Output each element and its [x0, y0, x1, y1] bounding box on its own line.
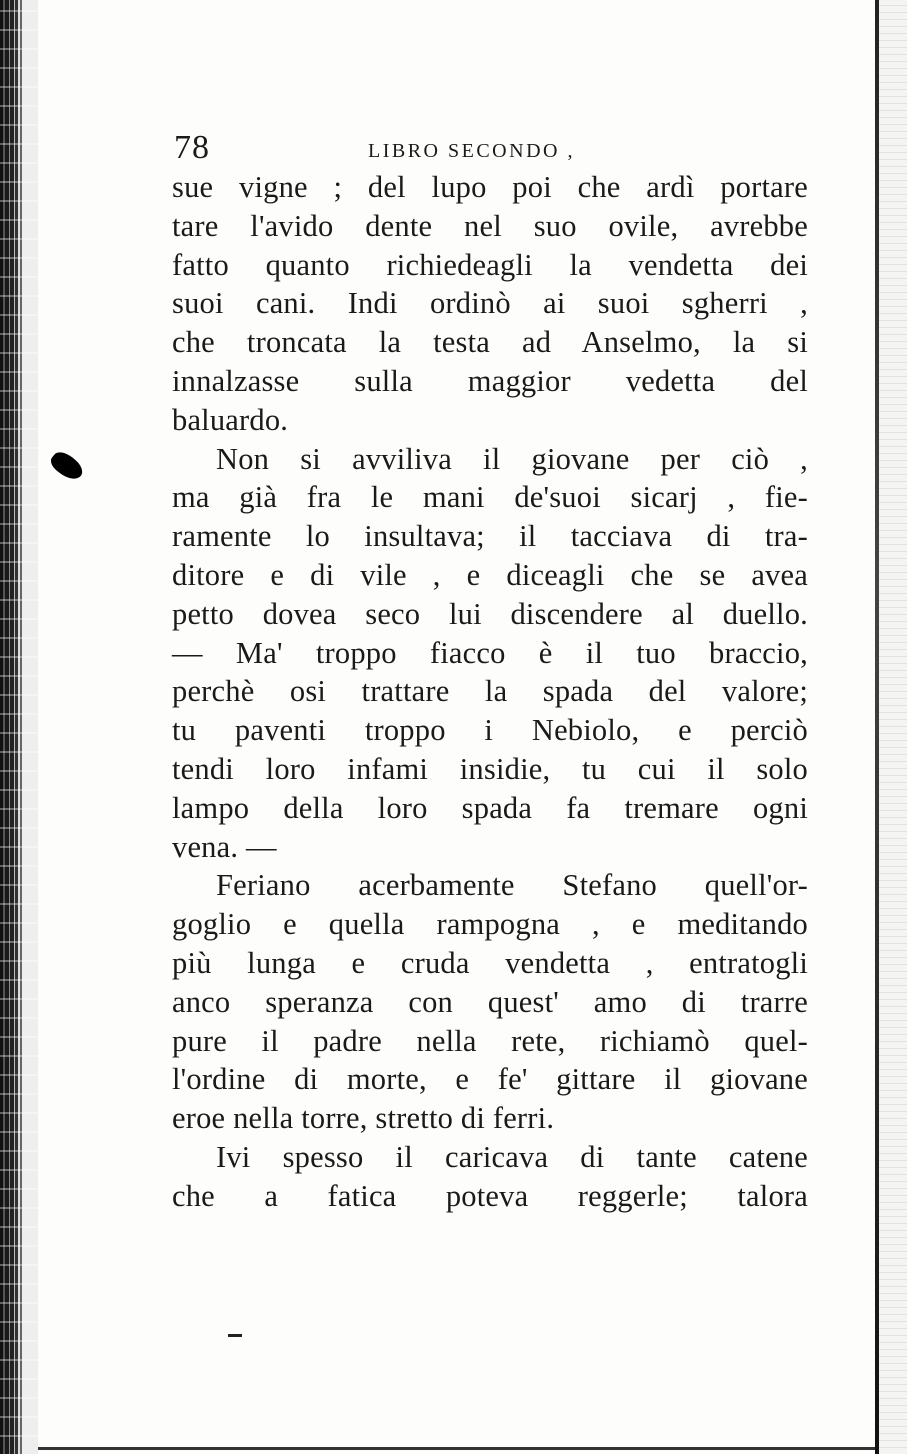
- text-line: fatto quanto richiedeagli la vendetta dei: [172, 247, 808, 282]
- page-number: 78: [174, 129, 210, 166]
- text-line: ditore e di vile , e diceagli che se avea: [172, 557, 808, 592]
- text-line: che troncata la testa ad Anselmo, la si: [172, 325, 808, 360]
- text-line: — Ma' troppo fiacco è il tuo braccio,: [172, 635, 808, 670]
- text-line: sue vigne ; del lupo poi che ardì portare: [172, 170, 808, 204]
- page-edge-bottom: [38, 1447, 875, 1450]
- page-header: [172, 128, 808, 168]
- text-line: che a fatica poteva reggerle; talora: [172, 1178, 808, 1213]
- ink-blot: [47, 448, 86, 485]
- text-line: petto dovea seco lui discendere al duello.: [172, 596, 808, 631]
- text-line: baluardo.: [172, 402, 289, 437]
- text-line: più lunga e cruda vendetta , entratogli: [172, 945, 808, 980]
- text-line: tendi loro infami insidie, tu cui il solo: [172, 751, 808, 786]
- text-line: lampo della loro spada fa tremare ogni: [172, 790, 808, 825]
- text-line: pure il padre nella rete, richiamò quel-: [172, 1023, 808, 1058]
- text-line: l'ordine di morte, e fe' gittare il giovane: [172, 1062, 808, 1097]
- text-line: ma già fra le mani de'suoi sicarj , fie-: [172, 480, 808, 515]
- text-line: anco speranza con quest' amo di trarre: [172, 984, 808, 1019]
- page-edge-line: [875, 0, 879, 1454]
- text-line: suoi cani. Indi ordinò ai suoi sgherri ,: [172, 286, 808, 321]
- text-line: vena. —: [172, 829, 277, 864]
- paragraph-start: Non si avviliva il giovane per ciò ,: [216, 441, 808, 476]
- text-line: ramente lo insultava; il tacciava di tra-: [172, 519, 808, 554]
- running-head: LIBRO SECONDO ,: [368, 140, 575, 162]
- text-line: goglio e quella rampogna , e meditando: [172, 907, 808, 942]
- binding-edge: [0, 0, 38, 1454]
- paragraph-start: Ivi spesso il caricava di tante catene: [216, 1139, 808, 1174]
- text-line: eroe nella torre, stretto di ferri.: [172, 1101, 555, 1136]
- text-line: tu paventi troppo i Nebiolo, e perciò: [172, 713, 808, 748]
- ink-mark: [228, 1334, 242, 1337]
- text-line: innalzasse sulla maggior vedetta del: [172, 363, 808, 398]
- text-line: perchè osi trattare la spada del valore;: [172, 674, 808, 709]
- text-line: tare l'avido dente nel suo ovile, avrebbe: [172, 208, 808, 243]
- paragraph-start: Feriano acerbamente Stefano quell'or-: [216, 868, 808, 903]
- text-block: [172, 128, 808, 1216]
- page-edge-right: [879, 0, 907, 1454]
